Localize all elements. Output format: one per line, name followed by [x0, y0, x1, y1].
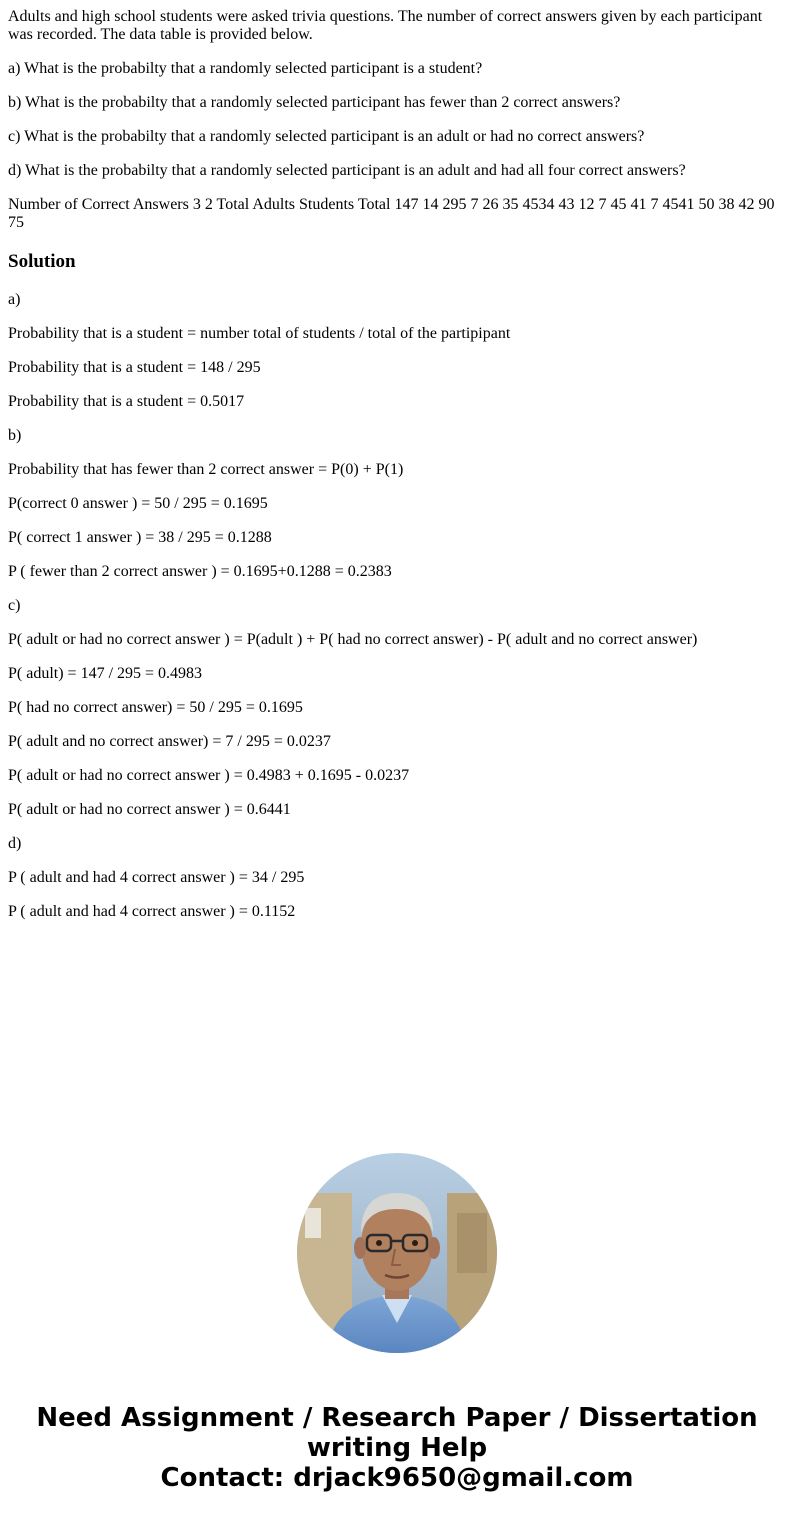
question-intro: Adults and high school students were asked trivia questions. The number of correct answers given by each participant was recorded. The data table is provided below. — [8, 8, 763, 43]
solution-line: P( correct 1 answer ) = 38 / 295 = 0.1288 — [8, 529, 272, 546]
solution-line: a) — [8, 291, 21, 308]
solution-line: d) — [8, 835, 22, 852]
question-b: b) What is the probabilty that a randomly selected participant has fewer than 2 correct answers? — [8, 94, 621, 111]
solution-line: b) — [8, 427, 22, 444]
solution-line: P( had no correct answer) = 50 / 295 = 0.1695 — [8, 699, 303, 716]
solution-line: P( adult or had no correct answer ) = 0.6441 — [8, 801, 291, 818]
author-portrait-image — [297, 1153, 497, 1353]
solution-line: P(correct 0 answer ) = 50 / 295 = 0.1695 — [8, 495, 268, 512]
solution-line: P ( fewer than 2 correct answer ) = 0.1695+0.1288 = 0.2383 — [8, 563, 392, 580]
author-avatar — [297, 1153, 497, 1353]
solution-line: P( adult) = 147 / 295 = 0.4983 — [8, 665, 203, 682]
solution-heading: Solution — [8, 251, 76, 272]
solution-line: P( adult and no correct answer) = 7 / 295 = 0.0237 — [8, 733, 331, 750]
solution-line: P ( adult and had 4 correct answer ) = 0.1152 — [8, 903, 296, 920]
data-table-text: Number of Correct Answers 3 2 Total Adults Students Total 147 14 295 7 26 35 4534 43 12 7 45 41 7 4541 50 38 42 90 75 — [8, 196, 775, 231]
solution-line: Probability that is a student = 0.5017 — [8, 393, 245, 410]
promo-line-2: writing Help — [306, 1433, 488, 1463]
document-content — [8, 0, 786, 937]
question-a: a) What is the probabilty that a randomly selected participant is a student? — [8, 60, 483, 77]
question-d: d) What is the probabilty that a randomly selected participant is an adult and had all four correct answers? — [8, 162, 686, 179]
solution-line: Probability that is a student = 148 / 295 — [8, 359, 261, 376]
solution-line: Probability that has fewer than 2 correct answer = P(0) + P(1) — [8, 461, 404, 478]
question-c: c) What is the probabilty that a randomly selected participant is an adult or had no correct answers? — [8, 128, 645, 145]
solution-line: P ( adult and had 4 correct answer ) = 34 / 295 — [8, 869, 305, 886]
solution-line: c) — [8, 597, 21, 614]
solution-line: Probability that is a student = number total of students / total of the partipipant — [8, 325, 511, 342]
solution-line: P( adult or had no correct answer ) = P(adult ) + P( had no correct answer) - P( adult and no correct answer) — [8, 631, 698, 648]
promo-contact: Contact: drjack9650@gmail.com — [160, 1463, 634, 1493]
promo-line-1: Need Assignment / Research Paper / Dissertation — [36, 1403, 758, 1433]
solution-line: P( adult or had no correct answer ) = 0.4983 + 0.1695 - 0.0237 — [8, 767, 410, 784]
promo-banner — [0, 1403, 794, 1493]
